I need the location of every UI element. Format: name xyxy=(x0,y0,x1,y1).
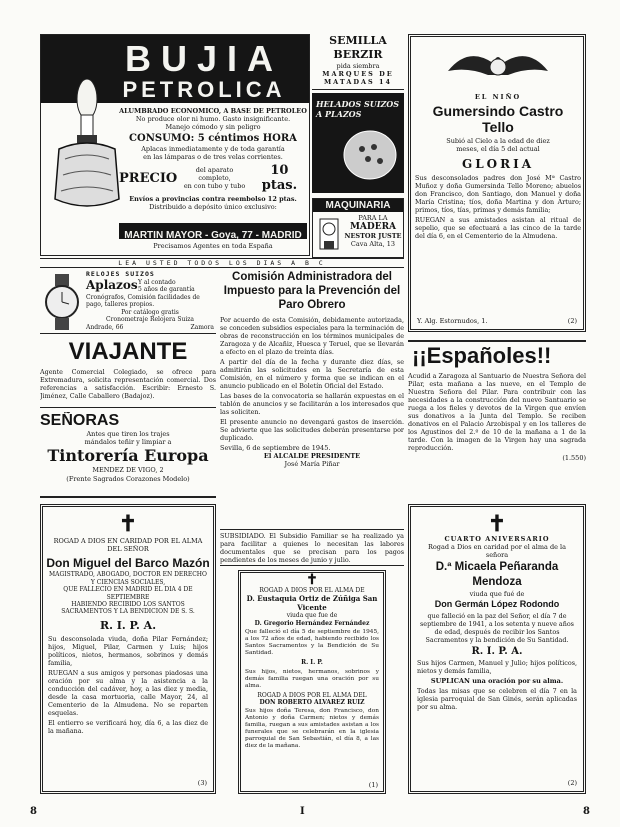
senoras-line1: Antes que tiren los trajes xyxy=(86,430,170,438)
senoras-line2: mándalos teñir y limpiar a xyxy=(84,438,172,447)
barco-name: Don Miguel del Barco Mazón xyxy=(46,556,210,571)
senoras-addr: MENDEZ DE VIGO, 2 xyxy=(92,466,164,475)
gloria-line2: meses, el día 5 del actual xyxy=(456,145,540,154)
gloria-line1: Subió al Cielo a la edad de diez xyxy=(446,137,550,146)
barco-ruegan: RUEGAN a sus amigos y personas piadosas una oración por su alma y la asistencia a la conducción del cadáver, hoy, a las diez y media, desde la casa mortuoria, calle Mayor, 24, al Cementerio de la Almudena. No se reparten esquelas. xyxy=(48,668,208,717)
comision-sign2: José María Piñar xyxy=(284,460,340,469)
ortiz-notice xyxy=(238,570,386,794)
barco-rogad: ROGAD A DIOS EN CARIDAD POR EL ALMA DEL SEÑOR xyxy=(53,537,203,554)
maquinaria-title: MAQUINARIA xyxy=(313,199,403,212)
maquinaria-line1: PARA LA xyxy=(358,214,388,222)
barco-p3: El entierro se verificará hoy, día 6, a las diez de la mañana. xyxy=(48,718,208,735)
espanoles-title: ¡¡Españoles!! xyxy=(412,343,552,368)
page-footer xyxy=(30,806,590,820)
bujia-address: MARTIN MAYOR - Goya, 77 - MADRID xyxy=(124,230,302,241)
senoras-big: Tintorería Europa xyxy=(47,446,209,466)
micaela-suplican: SUPLICAN una oración por su alma. xyxy=(430,676,564,685)
relojes-line2: 5 años de garantía xyxy=(138,286,195,294)
ortiz-p3: Sus hijos doña Teresa, don Francisco, don Antonio y doña Carmen; nietos y demás familia, ruegan a sus amistades asistan a los funerales que se celebrarán en la iglesia parroquial de San Sebastián, el día 8, a las diez de la mañana. xyxy=(245,708,379,750)
relojes-line3: Cronógrafos, Comisión facilidades de pago, talleres propios. xyxy=(86,294,200,309)
bujia-envios: Envíos a provincias contra reembolso 12 ptas. xyxy=(129,195,297,204)
relojes-addr2: Zamora xyxy=(190,323,214,331)
bujia-brand-line1: BUJIA xyxy=(124,38,284,79)
bujia-address-banner xyxy=(119,223,307,239)
micaela-p3: Todas las misas que se celebren el día 7 en la iglesia parroquial de San Ginés, serán aplicadas por su alma. xyxy=(417,687,577,712)
helados-line1: HELADOS SUIZOS xyxy=(316,99,400,109)
bujia-distrib: Distribuido a depósito único exclusivo: xyxy=(149,203,277,212)
comision-sign: El ALCALDE PRESIDENTE xyxy=(263,452,361,461)
ortiz-line3: D. Gregorio Hernández Fernández xyxy=(254,619,370,627)
ortiz-p2: Sus hijos, nietos, hermanos, sobrinos y demás familia ruegan una oración por su alma. xyxy=(245,668,379,689)
ortiz-p1: Que falleció el día 5 de septiembre de 1945, a los 72 años de edad, habiendo recibido los Santos Sacramentos y la Bendición de Su Santidad. xyxy=(245,629,379,657)
ortiz-line2: viuda que fue de xyxy=(286,612,338,620)
comision-p4: El presente anuncio no devengará gastos de inserción. Se advierte que las solicitudes deberán presentarse por duplicado. xyxy=(220,418,404,442)
ortiz-code: (1) xyxy=(368,780,378,789)
semilla-line1: pida siembra xyxy=(336,62,380,70)
barco-notice xyxy=(40,504,216,794)
oil-lamp-icon xyxy=(47,79,127,219)
bujia-precio-text: del aparato completo, xyxy=(195,165,234,182)
micaela-rogad: Rogad a Dios en caridad por el alma de la señora xyxy=(427,543,566,560)
senoras-note: (Frente Sagrados Corazones Modelo) xyxy=(66,474,190,483)
relojes-line5: Cronometraje Relojera Suiza xyxy=(106,316,194,324)
micaela-notice xyxy=(408,504,586,794)
semilla-title: SEMILLA BERZIR xyxy=(329,34,387,61)
bujia-line4: en las lámparas o de tres velas corrientes. xyxy=(143,152,283,161)
gloria-notice xyxy=(408,34,586,332)
maquinaria-ad xyxy=(312,198,404,258)
ortiz-line1: D. Eustaquia Ortiz de Zúñiga San Vicente xyxy=(246,594,378,613)
relojes-line4: Por catálogo gratis xyxy=(121,308,179,316)
bujia-ad xyxy=(40,34,310,256)
cross-icon-micaela: ✝ xyxy=(487,511,507,537)
helados-line2: A PLAZOS xyxy=(316,109,362,119)
gloria-word: GLORIA xyxy=(461,156,535,171)
semilla-ad xyxy=(312,34,404,90)
barco-code: (3) xyxy=(197,778,207,787)
comision-p2: A partir del día de la fecha y durante diez días, se admitirán las solicitudes en la Secretaría de esta Comisión, en el número y forma que se indican en el anuncio publicado en el Boletín Oficial del Estado. xyxy=(220,358,404,390)
micaela-name: D.ª Micaela Peñaranda Mendoza xyxy=(435,560,559,588)
gloria-code: (2) xyxy=(567,317,577,325)
senoras-ad xyxy=(40,412,216,498)
gloria-header: EL NIÑO xyxy=(474,93,522,101)
barco-line1: MAGISTRADO, ABOGADO, DOCTOR EN DERECHO Y CIENCIAS SOCIALES, xyxy=(49,571,207,586)
micaela-header: CUARTO ANIVERSARIO xyxy=(444,535,550,543)
semilla-line3: MATADAS 14 xyxy=(323,78,393,87)
bujia-line2: Manejo cómodo y sin peligro xyxy=(165,123,261,132)
subsidio-notice xyxy=(220,532,404,566)
barco-rip: R. I. P. A. xyxy=(99,618,157,632)
helados-ad xyxy=(312,93,404,193)
bujia-line3: Aplacas inmediatamente y de toda garantía xyxy=(141,144,285,153)
micaela-code: (2) xyxy=(567,778,577,787)
viajante-ad xyxy=(40,338,216,408)
espanoles-ad xyxy=(408,340,586,500)
micaela-rip: R. I. P. A. xyxy=(471,645,523,657)
relojes-addr1: Andrade, 66 xyxy=(86,323,124,331)
barco-p1: Su desconsolada viuda, doña Pilar Fernández; hijos, Miguel, Pilar, Carmen y Luis; hijos políticos, nietos, hermanos, sobrinos y demás familia, xyxy=(48,634,208,667)
maquinaria-line4: Cava Alta, 13 xyxy=(350,240,396,249)
comision-title: Comisión Administradora del Impuesto para la Prevención del Paro Obrero xyxy=(223,271,401,311)
micaela-p2: Sus hijos Carmen, Manuel y Julio; hijos políticos, nietos y demás familia, xyxy=(417,658,577,675)
espanoles-code: (1.550) xyxy=(562,454,586,462)
espanoles-text: Acudid a Zaragoza al Santuario de Nuestra Señora del Pilar, esta mañana a las nueve, en el Templo de Nuestra Señora del Pilar. Para contribuir con las necesidades a la construcción del nuevo Santuario se ruega a los fieles y devotos de la Virgen que envíen sus donativos a la Junta del Templo. Se reciben donativos en el Palacio Arzobispal y en los talleres de los Agustinos del 2.º de 10 de la mañana a 1 de la tarde. Con la imagen de la Virgen hay una sagrada reproducción. xyxy=(408,372,586,452)
subsidio-text: SUBSIDIADO. El Subsidio Familiar se ha realizado ya para facilitar a quienes lo necesitan las labores documentales que se precisan para los pagos pendientes de los meses de junio y julio. xyxy=(220,532,404,564)
gloria-name: Gumersindo Castro Tello xyxy=(432,103,564,136)
bujia-precio-value: 10 ptas. xyxy=(261,163,298,194)
ortiz-rip: R. I. P. xyxy=(301,659,323,667)
footer-right: 8 xyxy=(583,806,590,817)
senoras-title: SEÑORAS xyxy=(40,412,120,429)
comision-p5: Sevilla, 6 de septiembre de 1945. xyxy=(220,444,331,452)
comision-p3: Las bases de la convocatoria se hallarán expuestas en el tablón de anuncios y se facilitarán a los interesados que las soliciten. xyxy=(220,392,404,416)
comision-notice xyxy=(220,268,404,530)
micaela-husband: Don Germán López Rodondo xyxy=(434,598,560,609)
cross-icon-small: ✝ xyxy=(306,572,318,588)
semilla-line2: MARQUES DE xyxy=(322,70,394,79)
ortiz-rogad2: ROGAD A DIOS POR EL ALMA DEL xyxy=(257,691,367,699)
viajante-text: Agente Comercial Colegiado, se ofrece para Extremadura, solicita representación comercial. Dos referencias a satisfacción. Escribir: Ernesto S. Jiménez, Calle Caballero (Badajoz). xyxy=(40,368,216,400)
relojes-ad xyxy=(40,270,216,334)
comision-p1: Por acuerdo de esta Comisión, debidamente autorizada, se conceden subsidios especiales para la terminación de obras de reconstrucción en los términos municipales de Zaragoza y de Alcañiz, Huesca y Teruel, que se llevarán a efecto en el plazo de treinta días. xyxy=(220,316,404,356)
relojes-title: RELOJES SUIZOS xyxy=(86,270,155,278)
machine-icon xyxy=(340,125,400,185)
ortiz-rogad: ROGAD A DIOS POR EL ALMA DE xyxy=(259,587,365,594)
footer-mid: I xyxy=(300,806,305,817)
bujia-consumo: CONSUMO: 5 céntimos HORA xyxy=(129,132,297,144)
cross-icon: ✝ xyxy=(118,511,138,537)
barco-line2: QUE FALLECIO EN MADRID EL DIA 4 DE SEPTIEMBRE xyxy=(63,586,193,601)
footer-left: 8 xyxy=(30,806,37,817)
maquinaria-line3: NESTOR JUSTE xyxy=(344,232,402,241)
viajante-title: VIAJANTE xyxy=(68,338,188,365)
bujia-brand-line2: PETROLICA xyxy=(122,77,286,102)
top-line: LEA USTED TODOS LOS DIAS A B C xyxy=(40,258,404,268)
bujia-line1: No produce olor ni humo. Gasto insignificante. xyxy=(135,115,291,124)
watch-icon xyxy=(40,274,84,330)
gloria-ruegan: RUEGAN a sus amistades asistan al ritual de sepelio, que se efectuará a las cinco de la tarde del día 6, en el Cementerio de la Almudena. xyxy=(415,215,581,240)
bujia-precio-text2: en con tubo y tubo xyxy=(183,182,246,191)
bujia-tagline: ALUMBRADO ECONOMICO, A BASE DE PETROLEO xyxy=(119,107,307,115)
relojes-line1: Y al contado xyxy=(138,279,176,286)
gloria-footer: Y. Alg. Estornudos, 1. xyxy=(417,317,488,325)
gloria-body: Sus desconsolados padres don José Mª Castro Muñoz y doña Gumersinda Tello Moreno; abuelos don Francisco, don Santiago, don Manuel y doña María Cristina; tíos, doña Martina y don Arturo; primos, tíos, tías, primas y demás familia; xyxy=(415,173,581,214)
bujia-precio-label: PRECIO xyxy=(119,170,178,186)
ortiz-line4: DON ROBERTO ALVAREZ RUIZ xyxy=(259,699,365,707)
maquinaria-line2: MADERA xyxy=(349,222,397,233)
bujia-agents: Precisamos Agentes en toda España xyxy=(153,242,273,250)
relojes-plazos: Aplazos xyxy=(86,278,138,292)
saw-machine-icon xyxy=(316,215,342,255)
micaela-viuda: viuda que fué de xyxy=(469,589,525,598)
micaela-p1: que falleció en la paz del Señor, el día 7 de septiembre de 1941, a los setenta y nueve años de edad, después de recibir los Santos Sacramentos y la bendición de Su Santidad. xyxy=(420,611,574,644)
cherub-ornament-icon xyxy=(438,41,558,91)
barco-line3: HABIENDO RECIBIDO LOS SANTOS SACRAMENTOS Y LA BENDICION DE S. S. xyxy=(61,601,195,616)
